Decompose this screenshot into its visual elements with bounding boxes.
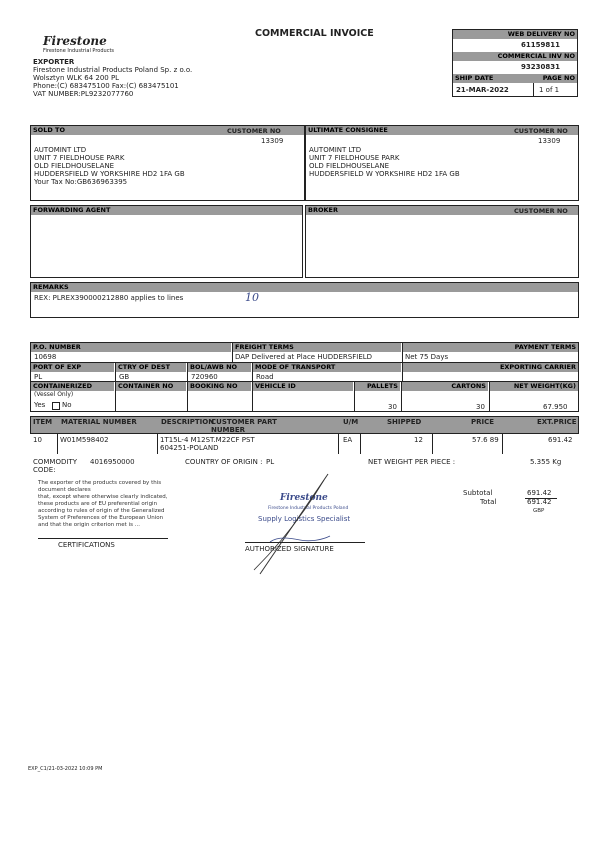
table-row [30,434,579,456]
col-um: U/M [343,418,359,426]
sold-to-line: OLD FIELDHOUSELANE [34,162,115,170]
cert-line: and that the origin criterion met is ... [38,522,140,528]
invoice-no-label: COMMERCIAL INV NO [453,52,577,61]
remarks-text: REX: PLREX390000212880 applies to lines [34,294,184,302]
total-value: 691.42 [527,498,552,506]
containerized-yes: Yes [34,401,46,409]
remarks-box [30,282,579,318]
stamp-brand: Firestone [280,493,328,503]
col-customer-part: CUSTOMER PART NUMBER [211,418,277,434]
port-of-exp: PL [34,373,43,381]
freight-terms-label: FREIGHT TERMS [233,343,401,352]
sold-to-line: HUDDERSFIELD W YORKSHIRE HD2 1FA GB [34,170,185,178]
row-desc: 1T15L-4 M12ST.M22CF PST [160,436,255,444]
pallets: 30 [388,403,397,411]
invoice-no: 93230831 [521,63,560,71]
col-description: DESCRIPTION [161,418,215,426]
forwarding-agent-label: FORWARDING AGENT [31,206,302,215]
containerized-checkbox [52,402,60,410]
col-shipped: SHIPPED [387,418,422,426]
certifications-label: CERTIFICATIONS [58,541,115,549]
broker-box [305,205,579,278]
commodity-code-label: COMMODITY CODE: [33,458,77,474]
payment-terms-label: PAYMENT TERMS [403,343,578,352]
forwarding-agent-box [30,205,303,278]
mode-of-transport: Road [256,373,274,381]
invoice-info-box [452,29,578,97]
row-um: EA [343,436,353,444]
exporting-carrier-label: EXPORTING CARRIER [403,363,578,372]
exporter-label: EXPORTER [33,58,75,66]
net-weight-per-piece-label: NET WEIGHT PER PIECE : [368,458,456,466]
port-of-exp-label: PORT OF EXP [31,363,114,372]
payment-terms: Net 75 Days [405,353,449,361]
vehicle-id-label: VEHICLE ID [253,382,353,391]
container-no-label: CONTAINER NO [116,382,186,391]
booking-no-label: BOOKING NO [188,382,251,391]
ctry-of-dest-label: CTRY OF DEST [116,363,186,372]
currency: GBP [533,508,545,514]
col-price: PRICE [471,418,495,426]
containerized-sub: (Vessel Only) [34,391,74,398]
po-number-label: P.O. NUMBER [31,343,231,352]
exporter-name: Firestone Industrial Products Poland Sp. z o.o. [33,66,193,74]
delivery-no-label: WEB DELIVERY NO [453,30,577,39]
cert-line: that, except where otherwise clearly indicated, [38,494,168,500]
row-ext-price: 691.42 [548,436,573,444]
page-no-label: PAGE NO [523,74,577,83]
bol-awb-label: BOL/AWB NO [188,363,251,372]
ultimate-customer-no-label: CUSTOMER NO [514,127,568,135]
ultimate-line: UNIT 7 FIELDHOUSE PARK [309,154,400,162]
sold-to-line: UNIT 7 FIELDHOUSE PARK [34,154,125,162]
col-ext-price: EXT.PRICE [537,418,577,426]
containerized-label: CONTAINERIZED [31,382,114,391]
country-of-origin: PL [266,458,275,466]
sold-to-label: SOLD TO [31,126,304,135]
handwritten-note: 10 [245,291,259,304]
freight-terms: DAP Delivered at Place HUDDERSFIELD [235,353,373,361]
net-weight-per-piece: 5.355 Kg [530,458,562,466]
cert-line: these products are of EU preferential origin [38,501,158,507]
sold-to-line: AUTOMINT LTD [34,146,87,154]
exporter-address: Wolsztyn WLK 64 200 PL [33,74,120,82]
ship-date: 21-MAR-2022 [456,86,509,94]
broker-customer-no-label: CUSTOMER NO [514,207,568,215]
certifications-text [38,480,168,529]
exporter-phone: Phone:(C) 683475100 Fax:(C) 683475101 [33,82,179,90]
line-items-header [30,416,579,434]
company-logo: Firestone [43,34,107,48]
broker-label: BROKER [306,206,578,215]
bol-awb: 720960 [191,373,218,381]
cert-line: System of Preferences of the European Union [38,515,164,521]
sold-to-customer-no-label: CUSTOMER NO [227,127,281,135]
signature-strokes [240,470,340,580]
authorized-signature-label: AUTHORIZED SIGNATURE [245,545,334,553]
row-material: W01M598402 [60,436,109,444]
stamp-role: Supply Logistics Specialist [258,515,351,523]
country-of-origin-label: COUNTRY OF ORIGIN : [185,458,263,466]
cert-line: The exporter of the products covered by this document declares [38,480,162,493]
remarks-label: REMARKS [31,283,578,292]
company-tagline: Firestone Industrial Products [43,48,115,54]
row-item: 10 [33,436,42,444]
sold-to-tax-no: Your Tax No:GB636963395 [34,178,128,186]
cert-line: according to rules of origin of the Generalized [38,508,165,514]
row-desc-2: 604251-POLAND [160,444,219,452]
sold-to-box [30,125,305,201]
total-label: Total [480,498,497,506]
stamp-company: Firestone Industrial Products Poland [268,506,349,511]
ultimate-line: AUTOMINT LTD [309,146,362,154]
sold-to-customer-no: 13309 [261,137,284,145]
delivery-no: 61159811 [521,41,560,49]
subtotal-value: 691.42 [527,489,552,497]
ultimate-consignee-label: ULTIMATE CONSIGNEE [306,126,578,135]
net-weight: 67.950 [543,403,568,411]
pallets-label: PALLETS [355,382,400,391]
exporter-vat: VAT NUMBER:PL9232077760 [33,90,134,98]
ship-date-label: SHIP DATE [453,74,523,83]
col-material: MATERIAL NUMBER [61,418,137,426]
po-number: 10698 [34,353,57,361]
commodity-code: 4016950000 [90,458,135,466]
ultimate-consignee-box [305,125,579,201]
footer-stamp: EXP_C1/21-03-2022 10:09 PM [28,766,103,772]
ultimate-line: HUDDERSFIELD W YORKSHIRE HD2 1FA GB [309,170,460,178]
ctry-of-dest: GB [119,373,130,381]
order-details-box [30,342,579,412]
net-weight-label: NET WEIGHT(KG) [490,382,578,391]
ultimate-line: OLD FIELDHOUSELANE [309,162,390,170]
page-no: 1 of 1 [539,86,560,94]
col-item: ITEM [33,418,53,426]
row-price: 57.6 89 [472,436,499,444]
containerized-no: No [62,401,72,409]
document-title: COMMERCIAL INVOICE [255,28,374,39]
subtotal-label: Subtotal [463,489,493,497]
mode-of-transport-label: MODE OF TRANSPORT [253,363,401,372]
cartons: 30 [476,403,485,411]
row-shipped: 12 [414,436,423,444]
cartons-label: CARTONS [402,382,488,391]
ultimate-customer-no: 13309 [538,137,561,145]
